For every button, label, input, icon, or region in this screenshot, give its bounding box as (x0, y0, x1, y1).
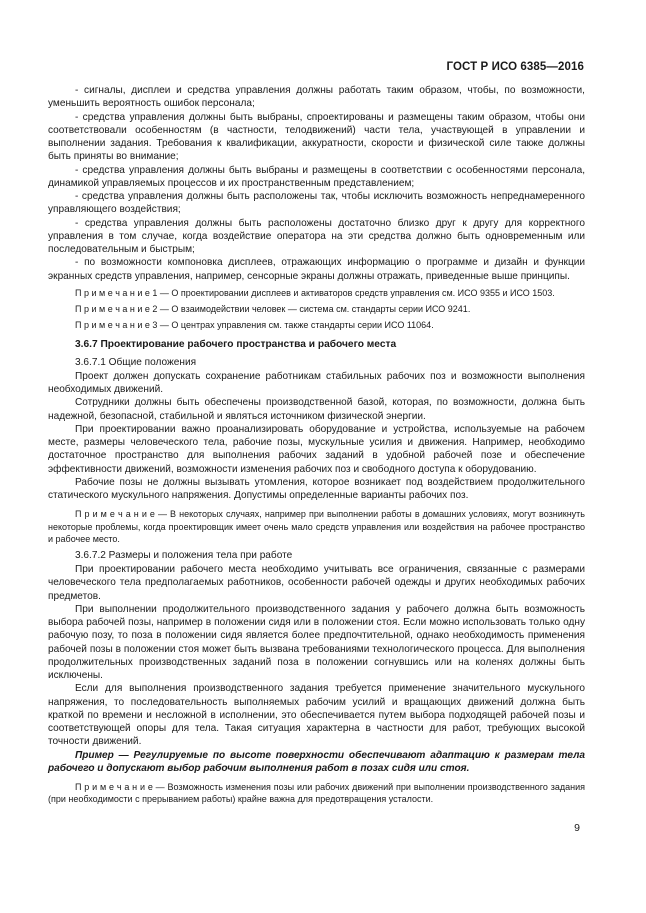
example: Пример — Регулируемые по высоте поверхности обеспечивают адаптацию к размерам тела рабочего и допускают выбор рабочим выполнения работ в позах сидя или стоя. (48, 749, 585, 774)
paragraph: - средства управления должны быть выбраны, спроектированы и размещены таким образом, чтобы они соответствовали особенностям (в частности, телодвижений) части тела, участвующей в управлении и выполнении задания. Требования к квалификации, аккуратности, скорости и физической силе также должны быть приняты во внимание; (48, 111, 585, 163)
paragraph: При выполнении продолжительного производственного задания у рабочего должна быть возможность выбора рабочей позы, например в положении сидя или в положении стоя. Если можно использовать только одну рабочую позу, то поза в положении сидя является более предпочтительной, однако необходимость применения рабочей позы в положении стоя может быть вызвана требованиями технологического процесса. Для выполнения продолжительных производственных заданий поза в положении согнувшись или на коленях должны быть исключены. (48, 603, 585, 682)
note (48, 319, 585, 331)
paragraph: - средства управления должны быть расположены так, чтобы исключить возможность непреднамеренного управляющего воздействия; (48, 191, 585, 216)
subsection-heading: 3.6.7.2 Размеры и положения тела при работе (75, 549, 293, 561)
paragraph: - средства управления должны быть выбраны и размещены в соответствии с особенностями персонала, динамикой управляемых процессов и их пространственным представлением; (48, 164, 585, 189)
paragraph: Проект должен допускать сохранение работникам стабильных рабочих поз и возможности выполнения необходимых движений. (48, 370, 585, 396)
note-text: 1 — О проектировании дисплеев и активаторов средств управления см. ИСО 9355 и ИСО 1503. (149, 287, 555, 298)
note (48, 287, 585, 299)
page-content (48, 84, 585, 806)
paragraph: - по возможности компоновка дисплеев, отражающих информацию о программе и дизайн и функции экранных средств управления, например, сенсорные экраны должны отражать, приведенные выше принципы. (48, 257, 585, 282)
note-text: — В некоторых случаях, например при выполнении работы в домашних условиях, могут возникнуть некоторые проблемы, когда проектировщик имеет очень мало средств управления или воздействия на рабочее пространство и рабочее место. (48, 509, 585, 544)
note (48, 303, 585, 315)
paragraph: - средства управления должны быть расположены достаточно близко друг к другу для корректного управления в том случае, когда воздействие оператора на эти средства должно быть одновременным или последовательным и быстрым; (48, 217, 585, 255)
note-text: — Возможность изменения позы или рабочих движений при выполнении производственного задания (при необходимости с прерыванием работы) крайне важна для предотвращения усталости. (48, 782, 585, 805)
paragraph: Если для выполнения производственного задания требуется применение значительного мускульного напряжения, то последовательность выполняемых рабочим усилий и вращающих движений должна быть краткой по времени и несложной в исполнении, это обеспечивается путем выбора подходящей рабочей позы и соответствующей опоры для тела. Такая ситуация характерна в частности для работ, требующих высокой точности движений. (48, 683, 585, 748)
note-label: П р и м е ч а н и е (75, 320, 150, 331)
paragraph: - сигналы, дисплеи и средства управления должны работать таким образом, чтобы, по возможности, уменьшить вероятность ошибок персонала; (48, 85, 585, 110)
note-label: П р и м е ч а н и е (75, 303, 150, 314)
note-label: П р и м е ч а н и е (75, 287, 150, 298)
note-label: П р и м е ч а н и е (75, 509, 155, 520)
note-text: 2 — О взаимодействии человек — система см. стандарты серии ИСО 9241. (149, 303, 471, 314)
paragraph: При проектировании рабочего места необходимо учитывать все ограничения, связанные с размерами человеческого тела предполагаемых работников, особенности рабочей одежды и других необходимых рабочих предметов. (48, 564, 585, 602)
paragraph: Рабочие позы не должны вызывать утомления, которое возникает под воздействием продолжительного статического мускульного напряжения. Допустимы определенные варианты рабочих поз. (48, 476, 585, 502)
subsection-heading: 3.6.7.1 Общие положения (75, 356, 197, 368)
document-header: ГОСТ Р ИСО 6385—2016 (446, 61, 584, 73)
note (48, 508, 585, 545)
paragraph: При проектировании важно проанализировать оборудование и устройства, используемые на рабочем месте, размеры человеческого тела, рабочие позы, мускульные усилия и движения. Например, необходимо достаточное пространство для выполнения рабочих заданий в удобной рабочей позе и обеспечение эффективности движений, возможности изменения рабочих поз и свободного доступа к оборудованию. (48, 423, 585, 475)
note (48, 781, 585, 805)
page-number: 9 (574, 822, 580, 834)
note-text: 3 — О центрах управления см. также стандарты серии ИСО 11064. (149, 320, 434, 331)
section-heading: 3.6.7 Проектирование рабочего пространства и рабочего места (75, 339, 397, 351)
note-label: П р и м е ч а н и е (75, 782, 153, 793)
paragraph: Сотрудники должны быть обеспечены производственной базой, которая, по возможности, должна быть надежной, безопасной, стабильной и являться источником физической энергии. (48, 397, 585, 422)
